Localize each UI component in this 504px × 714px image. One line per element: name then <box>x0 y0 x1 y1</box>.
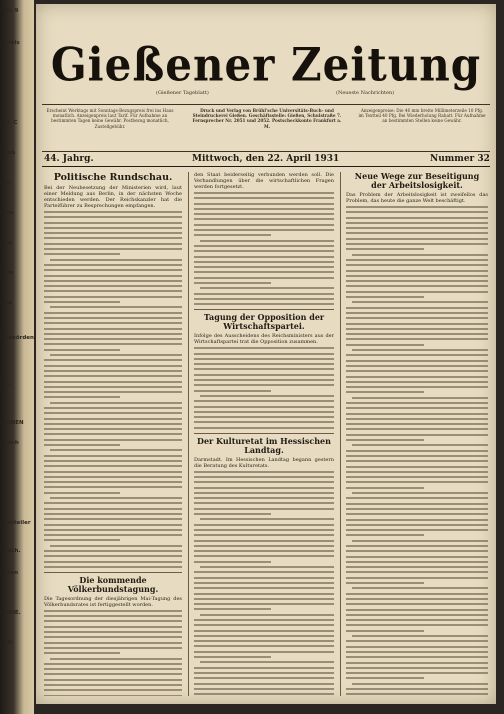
binding-scrap-text: Feb <box>4 150 16 156</box>
dateline <box>42 154 490 167</box>
volume-label: 44. Jahrg. <box>44 154 94 164</box>
headline-culture-budget: Der Kulturetat im Hessischen Landtag. <box>197 435 331 455</box>
publisher-info: Druck und Verlag von Brühl'sche Universitäts-Buch- und Steindruckerei Gießen. Geschäftsstelle: Gießen, Schulstraße 7. Fernsprecher Nr. 2051 und 2052. Postscheckkonto Frankfurt a. M. <box>192 108 342 129</box>
binding-scrap-text: Behörden <box>4 335 34 341</box>
binding-scrap-text: such. <box>4 548 21 554</box>
binding-scrap-text: HINEN <box>4 420 24 426</box>
newspaper-title: Gießener Zeitung <box>50 37 482 92</box>
headline-political-review: Politische Rundschau. <box>53 172 173 183</box>
binding-scrap-text: Nr. 9 <box>4 8 19 14</box>
binding-scrap-text: Fr. C <box>4 120 18 126</box>
newspaper-page <box>36 4 496 704</box>
column-1 <box>44 172 182 696</box>
article-opposition-meeting <box>194 347 334 428</box>
lead-political-review: Bei der Neubesetzung der Ministerien wird, laut einer Meldung aus Berlin, in der nächsten Woche entschieden werden. Der Reichskanzler hat die Parteiführer zu Besprechungen empfangen. <box>44 185 182 209</box>
binding-scrap-text: ADIE. <box>4 610 21 616</box>
article-culture-budget <box>194 471 334 696</box>
column-3 <box>346 172 488 696</box>
publisher-info-bar <box>42 104 490 152</box>
lead-continued-article: den Staat beiderseitig verbunden werden soll. Die Verhandlungen über die wirtschaftlichen Fragen werden fortgesetzt. <box>194 172 334 190</box>
binding-scrap-text: ia <box>4 382 10 388</box>
binding-scrap-text: ssen <box>4 570 19 576</box>
issue-number: Nummer 32 <box>430 154 490 164</box>
binding-scrap-text: Ko <box>4 240 12 246</box>
binding-scrap-text: Gi <box>4 180 11 186</box>
masthead-subtitle-right: (Neueste Nachrichten) <box>336 90 395 96</box>
binding-scrap-text: ER. <box>4 640 15 646</box>
binding-scrap-text: verteiler <box>4 520 31 526</box>
headline-league-meeting: Die kommende Völkerbundstagung. <box>67 574 159 594</box>
issue-date: Mittwoch, den 22. April 1931 <box>192 154 340 164</box>
binding-scrap-text: We <box>4 270 14 276</box>
article-political-review <box>44 211 182 568</box>
masthead-subtitle-left: (Gießener Tageblatt) <box>156 90 209 96</box>
binding-scrap-text: Preis <box>4 40 20 46</box>
column-2 <box>194 172 334 696</box>
article-continued <box>194 192 334 305</box>
masthead <box>36 4 496 94</box>
lead-culture-budget: Darmstadt. Im Hessischen Landtag begann gestern die Beratung des Kulturetats. <box>194 456 334 469</box>
binding-scrap-text: nach <box>4 440 19 446</box>
binding-scrap-text: Be <box>4 300 12 306</box>
lead-opposition-meeting: Infolge des Ausscheidens des Reichsministers aus der Wirtschaftspartei trat die Opposition zusammen. <box>194 333 334 346</box>
lead-unemployment: Das Problem der Arbeitslosigkeit ist zweifellos das Problem, das heute die ganze Welt beschäftigt. <box>346 192 488 204</box>
article-league-meeting <box>44 610 182 696</box>
book-binding <box>0 0 34 714</box>
ad-rates-info: Anzeigenpreise: Die 46 mm breite Millimeterzeile 10 Pfg. im Textteil 40 Pfg. Bei Wiederholung Rabatt. Für Aufnahme an bestimmten Stellen keine Gewähr. <box>358 108 486 124</box>
headline-unemployment: Neue Wege zur Beseitigung der Arbeitslosigkeit. <box>354 172 480 190</box>
lead-league-meeting: Die Tagesordnung der diesjährigen Mai-Tagung des Völkerbundsrates ist fertiggestellt worden. <box>44 595 182 608</box>
binding-scrap-text: die <box>4 210 14 216</box>
article-unemployment <box>346 206 488 696</box>
subscription-info: Erscheint Werktags mit Sonntags-Bezugspreis frei ins Haus monatlich. Anzeigenpreis laut Tarif. Für Aufnahme an bestimmten Tagen keine Gewähr. Postbezug monatlich, Zustellgebühr. <box>46 108 174 129</box>
headline-opposition-meeting: Tagung der Opposition der Wirtschaftspartei. <box>203 312 325 332</box>
